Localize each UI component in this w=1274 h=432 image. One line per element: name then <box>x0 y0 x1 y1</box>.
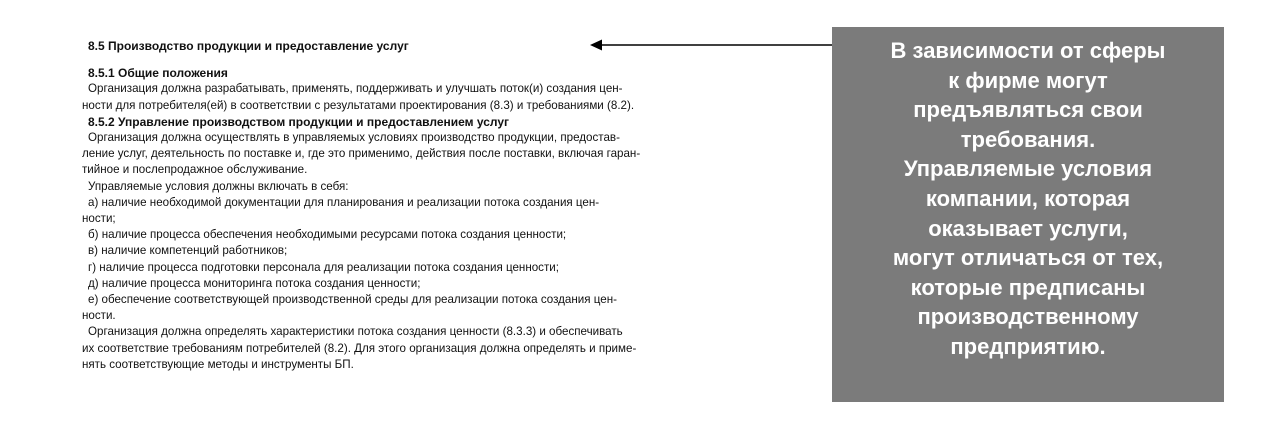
callout-line-6: компании, которая <box>925 185 1131 211</box>
condition-b: б) наличие процесса обеспечения необходимыми ресурсами потока создания ценности; <box>88 228 567 242</box>
callout-box <box>832 27 1224 402</box>
condition-e-line-1: е) обеспечение соответствующей производственной среды для реализации потока создания цен- <box>88 293 617 307</box>
condition-a-line-2: ности; <box>82 212 116 226</box>
subsection-2-line-3: тийное и послепродажное обслуживание. <box>82 163 308 177</box>
callout-line-3: предъявляться свои <box>913 97 1143 123</box>
callout-line-5: Управляемые условия <box>903 156 1153 182</box>
section-heading: 8.5 Производство продукции и предоставление услуг <box>88 39 409 53</box>
subsection-1-line-2: ности для потребителя(ей) в соответствии с результатами проектирования (8.3) и требованиями (8.2). <box>82 98 635 112</box>
condition-e-line-2: ности. <box>82 309 116 323</box>
condition-a-line-1: а) наличие необходимой документации для планирования и реализации потока создания цен- <box>88 195 600 209</box>
condition-d: д) наличие процесса мониторинга потока создания ценности; <box>88 276 421 290</box>
callout-line-10: производственному <box>917 304 1139 330</box>
callout-line-8: могут отличаться от тех, <box>892 245 1164 271</box>
document-excerpt <box>82 38 742 373</box>
callout-line-11: предприятию. <box>950 333 1106 359</box>
condition-g: г) наличие процесса подготовки персонала для реализации потока создания ценности; <box>88 260 559 274</box>
subsection-2-line-2: ление услуг, деятельность по поставке и, где это применимо, действия после поставки, включая гаран- <box>82 147 641 161</box>
closing-line-1: Организация должна определять характеристики потока создания ценности (8.3.3) и обеспечивать <box>88 325 623 339</box>
callout-line-4: требования. <box>960 126 1096 152</box>
subsection-2-heading: 8.5.2 Управление производством продукции и предоставлением услуг <box>88 114 510 129</box>
callout-line-1: В зависимости от сферы <box>890 38 1166 63</box>
closing-line-3: нять соответствующие методы и инструменты БП. <box>82 357 354 371</box>
callout-line-9: которые предписаны <box>910 274 1146 300</box>
conditions-intro: Управляемые условия должны включать в себя: <box>88 179 349 193</box>
callout-line-2: к фирме могут <box>948 67 1108 93</box>
condition-v: в) наличие компетенций работников; <box>88 244 288 258</box>
subsection-1-line-1: Организация должна разрабатывать, применять, поддерживать и улучшать поток(и) создания цен- <box>88 82 623 96</box>
subsection-1-heading: 8.5.1 Общие положения <box>88 66 228 81</box>
closing-line-2: их соответствие требованиям потребителей (8.2). Для этого организация должна определять и приме- <box>82 341 637 355</box>
callout-line-7: оказывает услуги, <box>928 215 1128 241</box>
arrow-left-icon <box>590 38 834 52</box>
subsection-2-line-1: Организация должна осуществлять в управляемых условиях производство продукции, предостав- <box>88 131 620 145</box>
